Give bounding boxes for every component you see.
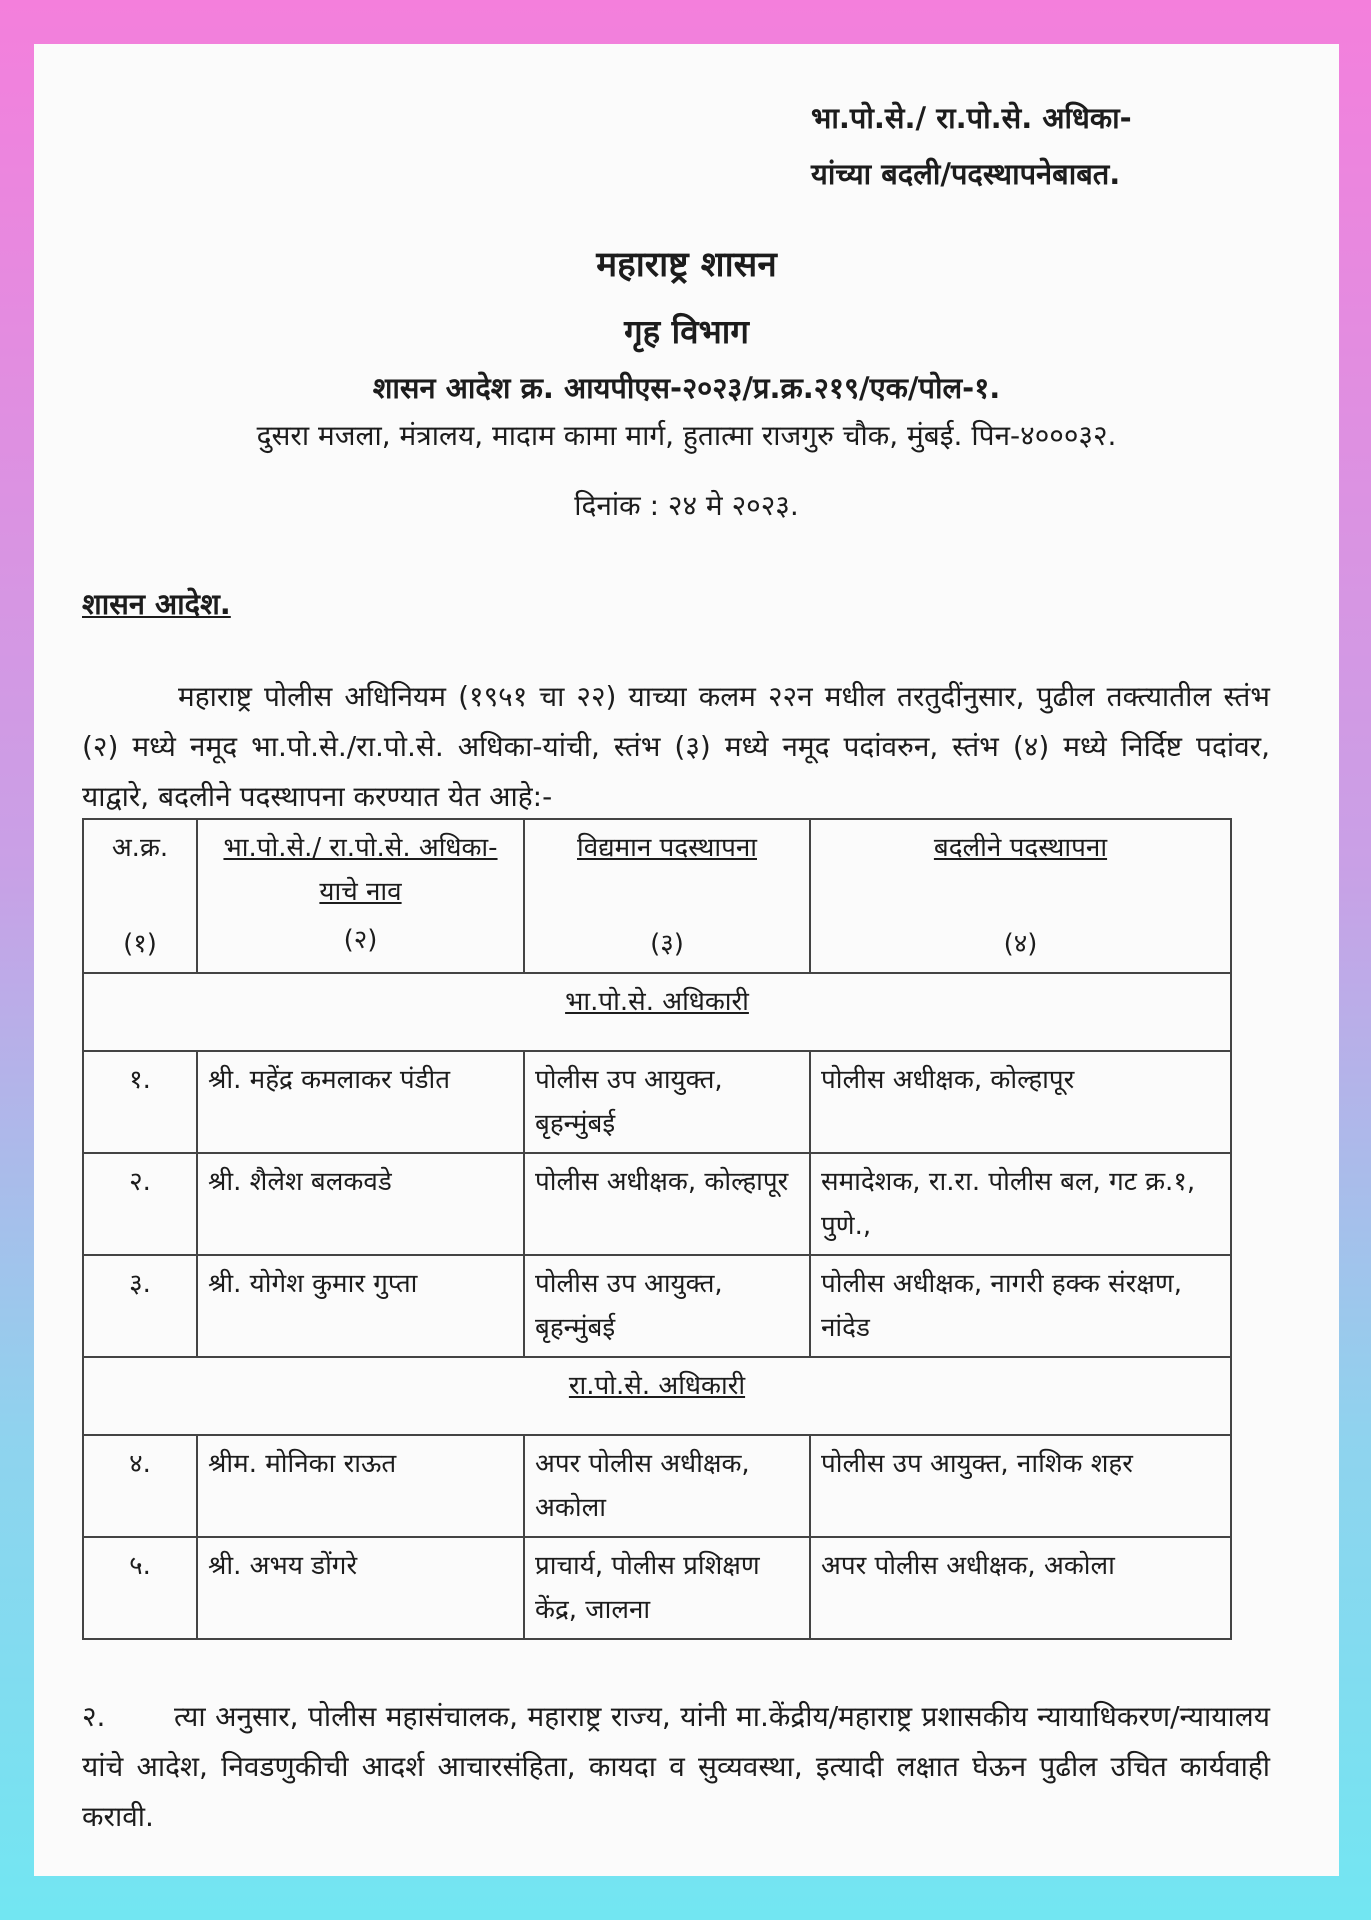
serial-cell: ४. [83,1435,197,1537]
table-row [83,1051,1231,1153]
name-cell: श्री. महेंद्र कमलाकर पंडीत [197,1051,524,1153]
new-posting-cell: पोलीस अधीक्षक, नागरी हक्क संरक्षण, नांदेड [810,1255,1231,1357]
current-posting-cell: अपर पोलीस अधीक्षक, अकोला [524,1435,810,1537]
column-title: भा.पो.से./ रा.पो.से. अधिका-याचे नाव [223,833,498,907]
transfer-table [82,818,1232,1640]
column-title: बदलीने पदस्थापना [933,833,1108,863]
column-number: (४) [1003,929,1038,959]
name-cell: श्री. शैलेश बलकवडे [197,1153,524,1255]
column-number: (१) [123,929,157,959]
name-cell: श्री. योगेश कुमार गुप्ता [197,1255,524,1357]
table-row [83,1537,1231,1639]
column-header [197,819,524,973]
column-number: (३) [650,929,684,959]
serial-cell: १. [83,1051,197,1153]
serial-cell: ५. [83,1537,197,1639]
current-posting-cell: पोलीस उप आयुक्त, बृहन्मुंबई [524,1051,810,1153]
column-number: (२) [343,925,378,955]
document-page [34,44,1339,1876]
table-group-row [83,1357,1231,1435]
table-group-row [83,973,1231,1051]
serial-cell: ३. [83,1255,197,1357]
current-posting-cell: पोलीस अधीक्षक, कोल्हापूर [524,1153,810,1255]
government-title: महाराष्ट्र शासन [596,245,777,285]
order-heading: शासन आदेश. [82,587,231,621]
paragraph-2 [82,1692,1270,1842]
table-row [83,1153,1231,1255]
table-header-row [83,819,1231,973]
name-cell: श्री. अभय डोंगरे [197,1537,524,1639]
group-label: भा.पो.से. अधिकारी [83,973,1231,1051]
paragraph-number: २. [82,1700,106,1733]
paragraph-1: महाराष्ट्र पोलीस अधिनियम (१९५१ चा २२) याच्या कलम २२न मधील तरतुदींनुसार, पुढील तक्त्यातील स्तंभ (२) मध्ये नमूद भा.पो.से./रा.पो.से. अधिका-यांची, स्तंभ (३) मध्ये नमूद पदांवरुन, स्तंभ (४) मध्ये निर्दिष्ट पदांवर, याद्वारे, बदलीने पदस्थापना करण्यात येत आहे:- [82,680,1270,813]
new-posting-cell: अपर पोलीस अधीक्षक, अकोला [810,1537,1231,1639]
office-address: दुसरा मजला, मंत्रालय, मादाम कामा मार्ग, हुतात्मा राजगुरु चौक, मुंबई. पिन-४०००३२. [256,419,1117,452]
current-posting-cell: पोलीस उप आयुक्त, बृहन्मुंबई [524,1255,810,1357]
department-title: गृह विभाग [624,312,749,351]
serial-cell: २. [83,1153,197,1255]
new-posting-cell: पोलीस अधीक्षक, कोल्हापूर [810,1051,1231,1153]
new-posting-cell: समादेशक, रा.रा. पोलीस बल, गट क्र.१, पुणे., [810,1153,1231,1255]
table-row [83,1255,1231,1357]
new-posting-cell: पोलीस उप आयुक्त, नाशिक शहर [810,1435,1231,1537]
paragraph-2-text: त्या अनुसार, पोलीस महासंचालक, महाराष्ट्र राज्य, यांनी मा.केंद्रीय/महाराष्ट्र प्रशासकीय न्यायाधिकरण/न्यायालय यांचे आदेश, निवडणुकीची आदर्श आचारसंहिता, कायदा व सुव्यवस्था, इत्यादी लक्षात घेऊन पुढील उचित कार्यवाही करावी. [82,1700,1270,1833]
subject-line-2: यांच्या बदली/पदस्थापनेबाबत. [811,157,1121,191]
name-cell: श्रीम. मोनिका राऊत [197,1435,524,1537]
column-header [524,819,810,973]
subject-line [811,90,1211,202]
group-label: रा.पो.से. अधिकारी [83,1357,1231,1435]
subject-line-1: भा.पो.से./ रा.पो.से. अधिका- [811,101,1132,135]
column-header [810,819,1231,973]
column-title: विद्यमान पदस्थापना [577,833,757,863]
current-posting-cell: प्राचार्य, पोलीस प्रशिक्षण केंद्र, जालना [524,1537,810,1639]
column-header [83,819,197,973]
table-row [83,1435,1231,1537]
order-date: दिनांक : २४ मे २०२३. [574,489,799,522]
column-title: अ.क्र. [111,833,169,863]
order-number: शासन आदेश क्र. आयपीएस-२०२३/प्र.क्र.२१९/एक/पोल-१. [372,371,1001,405]
